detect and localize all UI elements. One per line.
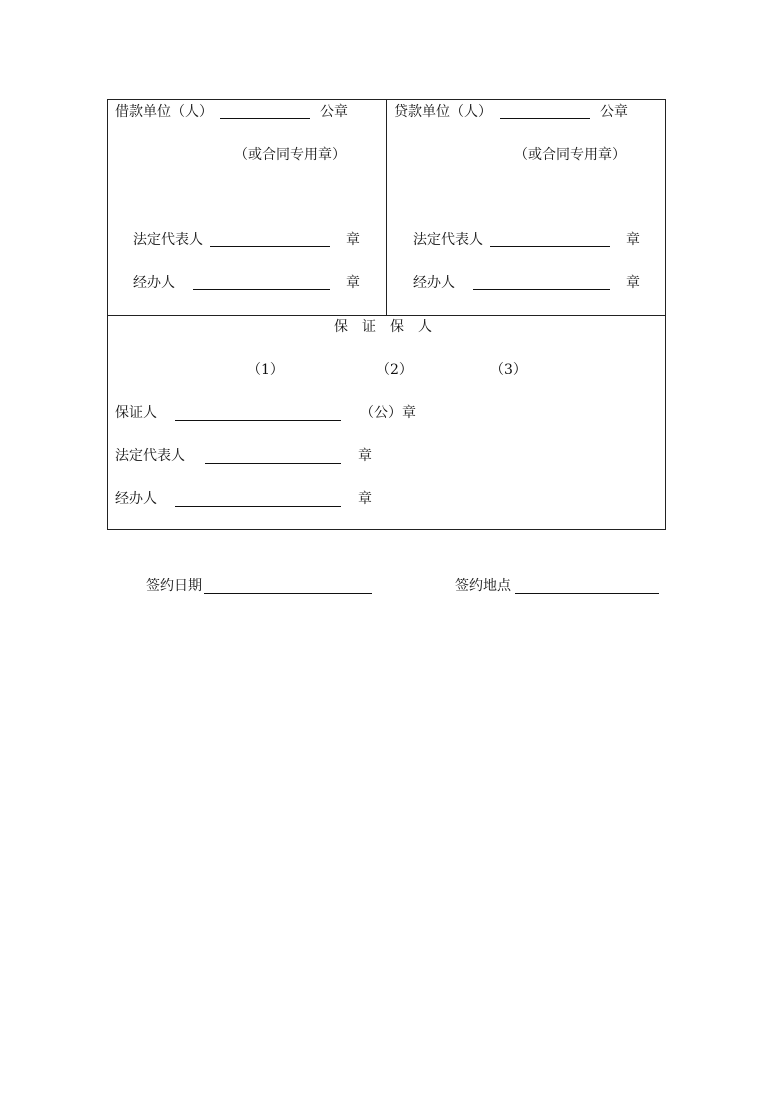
guarantor-field[interactable] xyxy=(175,420,341,421)
guarantor-legal-rep-label: 法定代表人 xyxy=(115,448,185,464)
lender-legal-rep-stamp: 章 xyxy=(626,232,640,248)
guarantor-public-seal-label: （公）章 xyxy=(360,405,416,421)
borrower-agent-label: 经办人 xyxy=(133,275,175,291)
guarantor-number-3: （3） xyxy=(490,362,527,378)
lender-agent-field[interactable] xyxy=(473,289,610,290)
lender-unit-field[interactable] xyxy=(500,118,590,119)
lender-seal-label: 公章 xyxy=(600,104,628,120)
borrower-agent-field[interactable] xyxy=(193,289,330,290)
borrower-contract-seal-note: （或合同专用章） xyxy=(234,147,346,163)
signing-place-field[interactable] xyxy=(515,593,659,594)
lender-agent-label: 经办人 xyxy=(413,275,455,291)
guarantor-agent-label: 经办人 xyxy=(115,491,157,507)
lender-unit-label: 贷款单位（人） xyxy=(394,104,492,120)
borrower-unit-label: 借款单位（人） xyxy=(115,104,213,120)
guarantor-number-1: （1） xyxy=(247,362,284,378)
guarantor-label: 保证人 xyxy=(115,405,157,421)
borrower-seal-label: 公章 xyxy=(320,104,348,120)
borrower-legal-rep-field[interactable] xyxy=(210,246,330,247)
guarantor-agent-field[interactable] xyxy=(175,506,341,507)
lender-legal-rep-field[interactable] xyxy=(490,246,610,247)
signing-date-field[interactable] xyxy=(204,593,372,594)
lender-agent-stamp: 章 xyxy=(626,275,640,291)
borrower-legal-rep-label: 法定代表人 xyxy=(133,232,203,248)
guarantor-number-2: （2） xyxy=(376,362,413,378)
guarantor-agent-stamp: 章 xyxy=(358,491,372,507)
guarantor-legal-rep-stamp: 章 xyxy=(358,448,372,464)
lender-contract-seal-note: （或合同专用章） xyxy=(514,147,626,163)
guarantor-legal-rep-field[interactable] xyxy=(205,463,341,464)
section-divider xyxy=(107,315,666,316)
lender-legal-rep-label: 法定代表人 xyxy=(413,232,483,248)
borrower-agent-stamp: 章 xyxy=(346,275,360,291)
borrower-unit-field[interactable] xyxy=(220,118,310,119)
signing-date-label: 签约日期 xyxy=(146,578,202,594)
signing-place-label: 签约地点 xyxy=(455,578,511,594)
column-divider xyxy=(386,99,387,316)
borrower-legal-rep-stamp: 章 xyxy=(346,232,360,248)
guarantor-section-title: 保证保人 xyxy=(334,319,446,335)
